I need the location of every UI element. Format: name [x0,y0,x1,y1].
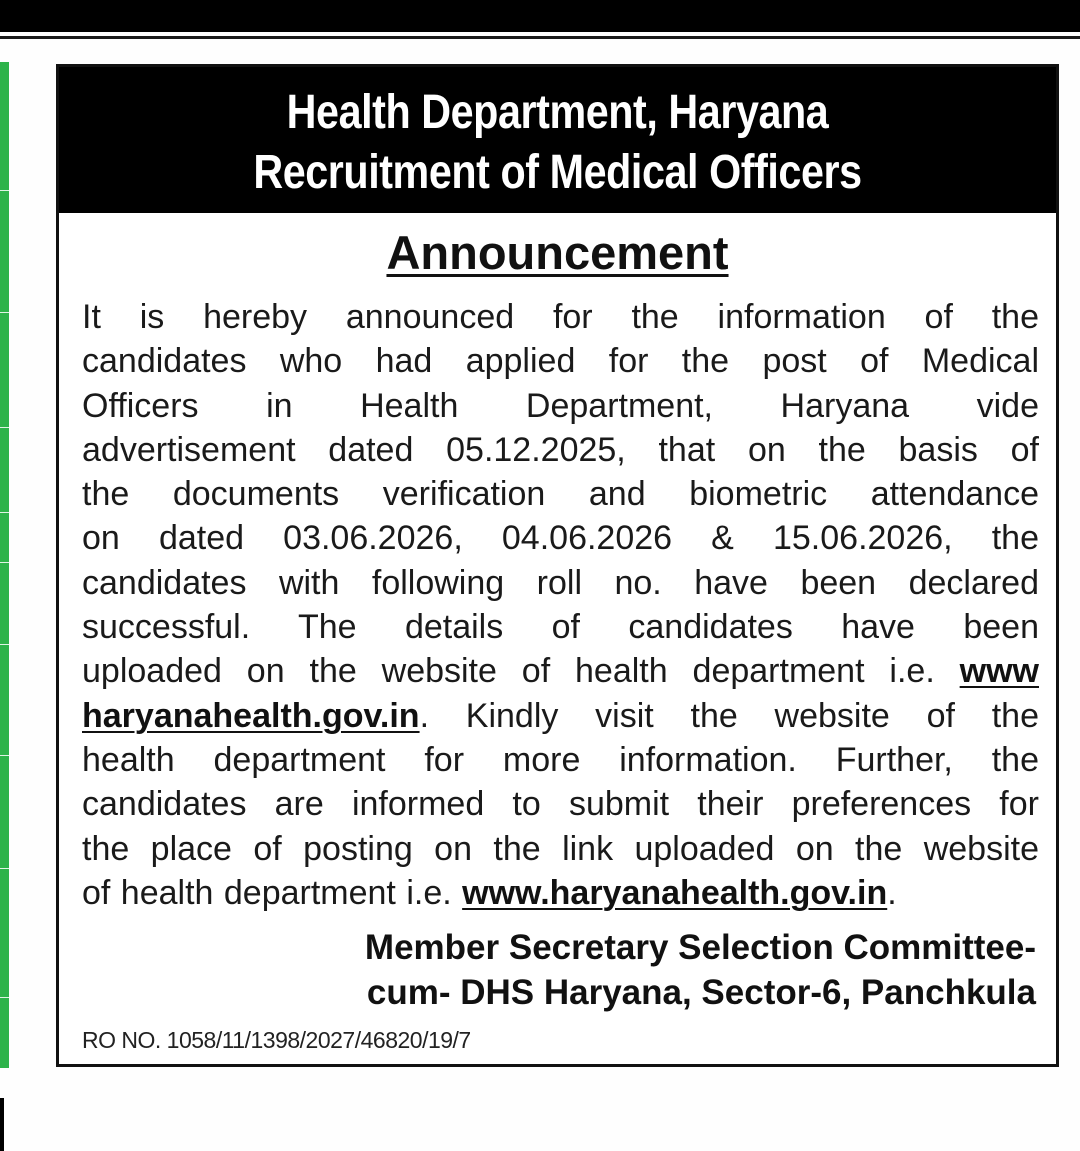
body-line-text: uploaded on the website of health department i.e. [82,652,960,691]
body-line: advertisement dated 05.12.2025, that on the basis of [82,430,1039,469]
announcement-heading [59,225,1056,281]
signatory-block [365,925,1036,1015]
ad-header [59,67,1056,213]
body-line-end: . [887,873,897,912]
body-line: candidates with following roll no. have been declared [82,563,1039,602]
announcement-heading-text: Announcement [386,226,729,279]
website-link-part2[interactable]: haryanahealth.gov.in [82,696,420,735]
body-line: the place of posting on the link uploaded on the website [82,829,1039,868]
top-black-bar [0,0,1080,32]
body-line [82,694,1039,738]
body-line-text: . Kindly visit the website of the [419,696,1039,735]
signatory-line: cum- DHS Haryana, Sector-6, Panchkula [366,973,1036,1012]
body-line: candidates are informed to submit their preferences for [82,785,1039,824]
body-line: the documents verification and biometric attendance [82,475,1039,514]
body-line: on dated 03.06.2026, 04.06.2026 & 15.06.2026, the [82,519,1039,558]
column-edge-rule [0,1098,4,1151]
body-line [82,649,1039,693]
ro-number: RO NO. 1058/11/1398/2027/46820/19/7 [82,1027,471,1053]
top-divider [0,36,1080,39]
body-line: health department for more information. Further, the [82,740,1039,779]
department-title: Health Department, Haryana [286,86,829,139]
signatory-line: Member Secretary Selection Committee- [364,928,1036,967]
body-line: It is hereby announced for the information of the [82,298,1039,336]
recruitment-title: Recruitment of Medical Officers [253,146,862,199]
announcement-ad [56,64,1059,1067]
body-line: successful. The details of candidates have been [82,608,1039,647]
body-line-text: of health department i.e. [82,873,463,912]
body-line [82,871,1039,915]
adjacent-column-rules [0,62,9,1068]
body-line: candidates who had applied for the post of Medical [82,342,1039,381]
body-line: Officers in Health Department, Haryana vide [82,386,1039,425]
website-link[interactable]: www.haryanahealth.gov.in [462,873,888,912]
announcement-body [82,295,1039,915]
website-link-part1[interactable]: www [959,652,1039,691]
